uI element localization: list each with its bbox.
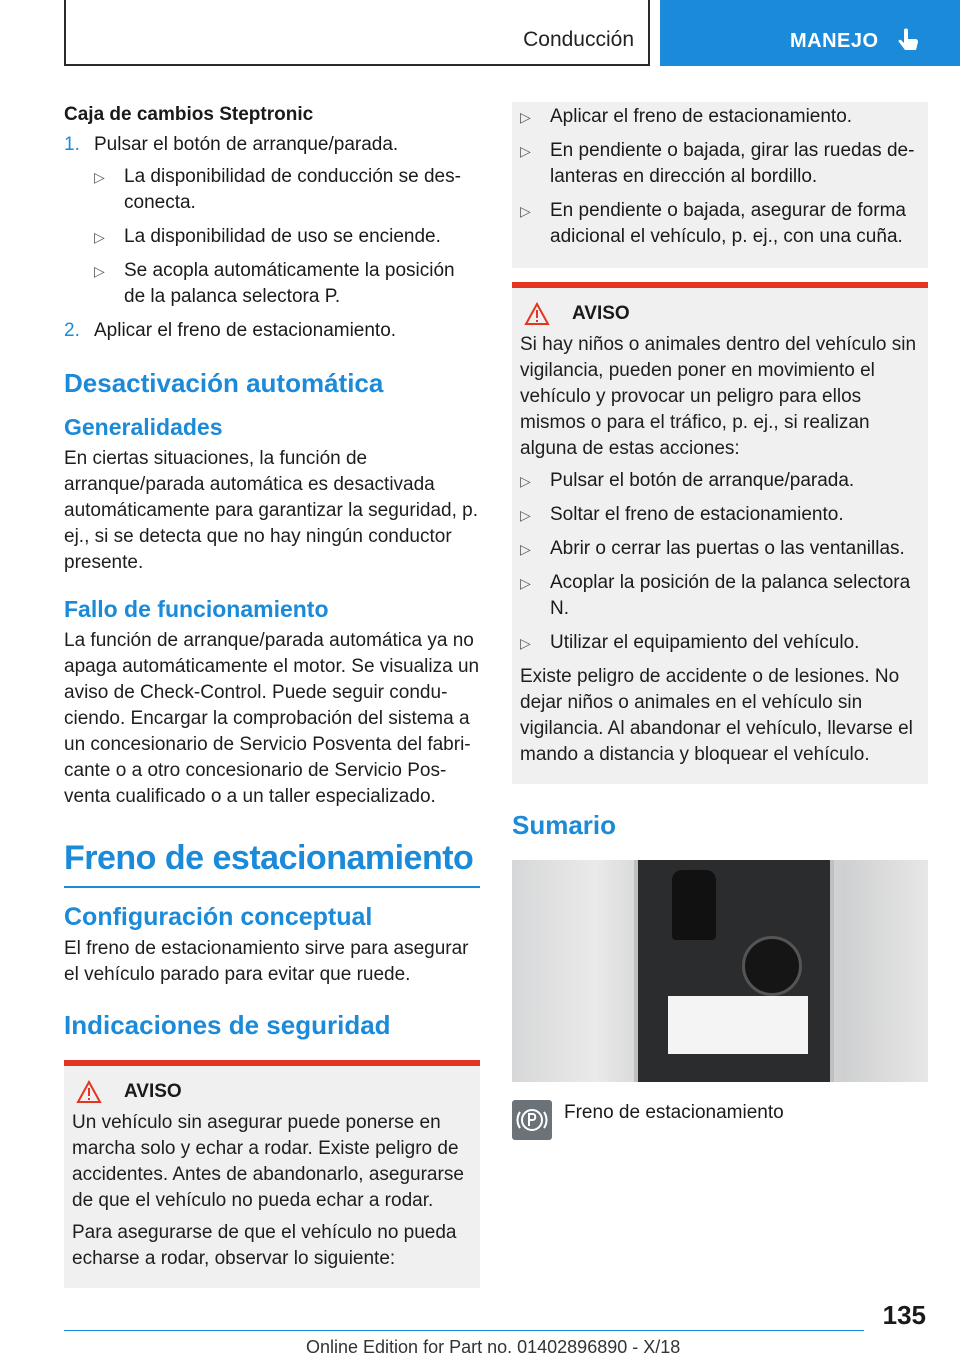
- continued-bullets-box: [512, 102, 928, 268]
- header-section-box: [64, 0, 650, 66]
- warning-header: [520, 302, 920, 326]
- warning-text: Para asegurarse de que el vehículo no pueda echarse a rodar, observar lo siguiente:: [72, 1222, 457, 1269]
- section-title: Conducción: [523, 28, 634, 51]
- triangle-bullet-icon: ▷: [94, 229, 105, 245]
- sumario-heading: Sumario: [512, 810, 617, 840]
- chapter-title: MANEJO: [790, 30, 879, 52]
- triangle-bullet-icon: ▷: [520, 507, 531, 523]
- bullet-text: La disponibilidad de conducción se desconecta.: [124, 166, 461, 213]
- step-number: 2.: [64, 320, 80, 341]
- bullet-item: [520, 198, 920, 250]
- warning-box: [64, 1060, 480, 1288]
- bullet-text: Pulsar el botón de arranque/parada.: [550, 470, 855, 491]
- bullet-text: En pendiente o bajada, girar las ruedas delanteras en dirección al bordillo.: [550, 140, 915, 187]
- triangle-bullet-icon: ▷: [94, 263, 105, 279]
- right-column: [512, 102, 928, 1140]
- console-pad: [668, 996, 808, 1054]
- bullet-item: [520, 138, 920, 190]
- desactivacion-heading: Desactivación automática: [64, 368, 384, 398]
- bullet-text: Se acopla automáticamente la posición de la palanca selectora P.: [124, 260, 455, 307]
- page-number: 135: [882, 1300, 926, 1330]
- console-photo: [512, 860, 928, 1082]
- center-console: [634, 860, 834, 1082]
- triangle-bullet-icon: ▷: [520, 473, 531, 489]
- config-heading: Configuración conceptual: [64, 903, 373, 931]
- warning-bullets: [520, 468, 920, 656]
- bullet-item: [520, 570, 920, 622]
- warning-header: [72, 1080, 472, 1104]
- parking-brake-icon: [512, 1100, 552, 1140]
- step-item: [64, 132, 480, 310]
- indicaciones-heading: Indicaciones de seguridad: [64, 1010, 391, 1040]
- bullet-text: Abrir o cerrar las puertas o las ventanillas.: [550, 538, 905, 559]
- bullet-item: [94, 224, 480, 250]
- fallo-text: La función de arranque/parada automática ya no apaga automáticamente el motor. Se visualiza un aviso de Check-Control. Puede seguir conduciendo. Encargar la comprobación del sistema a un concesionario de Servicio Posventa del fabricante o a otro concesionario de Servicio Posventa cualificado o a un taller especializado.: [64, 630, 480, 807]
- warning-text: Si hay niños o animales dentro del vehículo sin vigilancia, pueden poner en movimiento el vehículo y provocar un peligro para ellos mismos o para el tráfico, p. ej., si realizan alguna de estas acciones:: [520, 334, 917, 459]
- gear-selector: [672, 870, 716, 940]
- bullet-text: La disponibilidad de uso se enciende.: [124, 226, 441, 247]
- warning-triangle-icon: [76, 1080, 102, 1104]
- caption-text: Freno de estacionamiento: [564, 1102, 784, 1123]
- bullet-item: [520, 630, 920, 656]
- idrive-controller: [742, 936, 802, 996]
- bullet-item: [520, 468, 920, 494]
- hand-pointer-icon: [894, 26, 924, 56]
- triangle-bullet-icon: ▷: [520, 109, 531, 125]
- bullet-item: [94, 258, 480, 310]
- warning-label: AVISO: [124, 1081, 182, 1102]
- warning-box: [512, 282, 928, 784]
- left-column: [64, 102, 480, 1288]
- step-bullets: [94, 164, 480, 310]
- freno-heading: Freno de estacionamiento: [64, 836, 480, 888]
- triangle-bullet-icon: ▷: [94, 169, 105, 185]
- header-chapter-tab[interactable]: [660, 0, 960, 66]
- step-text: Aplicar el freno de estacionamiento.: [94, 320, 397, 341]
- step-text: Pulsar el botón de arranque/parada.: [94, 134, 399, 155]
- warning-text: Un vehículo sin asegurar puede ponerse en marcha solo y echar a rodar. Existe peligro de accidentes. Antes de abandonarlo, asegurarse de que el vehículo no pueda echar a rodar.: [72, 1112, 464, 1211]
- fallo-heading: Fallo de funcionamiento: [64, 596, 329, 622]
- bullet-item: [520, 536, 920, 562]
- step-number: 1.: [64, 134, 80, 155]
- generalidades-heading: Generalidades: [64, 414, 223, 440]
- bullet-text: Utilizar el equipamiento del vehículo.: [550, 632, 860, 653]
- triangle-bullet-icon: ▷: [520, 203, 531, 219]
- footer-divider: [64, 1330, 864, 1331]
- triangle-bullet-icon: ▷: [520, 575, 531, 591]
- bullet-item: [94, 164, 480, 216]
- triangle-bullet-icon: ▷: [520, 541, 531, 557]
- config-text: El freno de estacionamiento sirve para asegurar el vehículo parado para evitar que ruede.: [64, 938, 469, 985]
- steptronic-title: Caja de cambios Steptronic: [64, 104, 314, 125]
- bullet-item: [520, 502, 920, 528]
- warning-triangle-icon: [524, 302, 550, 326]
- caption-row: [512, 1100, 928, 1140]
- bullet-text: En pendiente o bajada, asegurar de forma adicional el vehículo, p. ej., con una cuña.: [550, 200, 906, 247]
- bullet-text: Acoplar la posición de la palanca selectora N.: [550, 572, 911, 619]
- bullet-text: Aplicar el freno de estacionamiento.: [550, 106, 853, 127]
- generalidades-text: En ciertas situaciones, la función de arranque/parada automática es desactivada automáticamente para garantizar la seguridad, p. ej., si se detecta que no hay ningún conductor presente.: [64, 448, 479, 573]
- bullet-text: Soltar el freno de estacionamiento.: [550, 504, 844, 525]
- warning-text: Existe peligro de accidente o de lesiones. No dejar niños o animales en el vehículo sin vigilancia. Al abandonar el vehículo, llevarse el mando a distancia y bloquear el vehículo.: [520, 666, 913, 765]
- continued-bullets: [520, 104, 920, 250]
- triangle-bullet-icon: ▷: [520, 143, 531, 159]
- bullet-item: [520, 104, 920, 130]
- step-item: [64, 318, 480, 344]
- warning-label: AVISO: [572, 303, 630, 324]
- footer-edition: Online Edition for Part no. 01402896890 - X/18: [306, 1337, 681, 1357]
- steps-list: [64, 132, 480, 344]
- triangle-bullet-icon: ▷: [520, 635, 531, 651]
